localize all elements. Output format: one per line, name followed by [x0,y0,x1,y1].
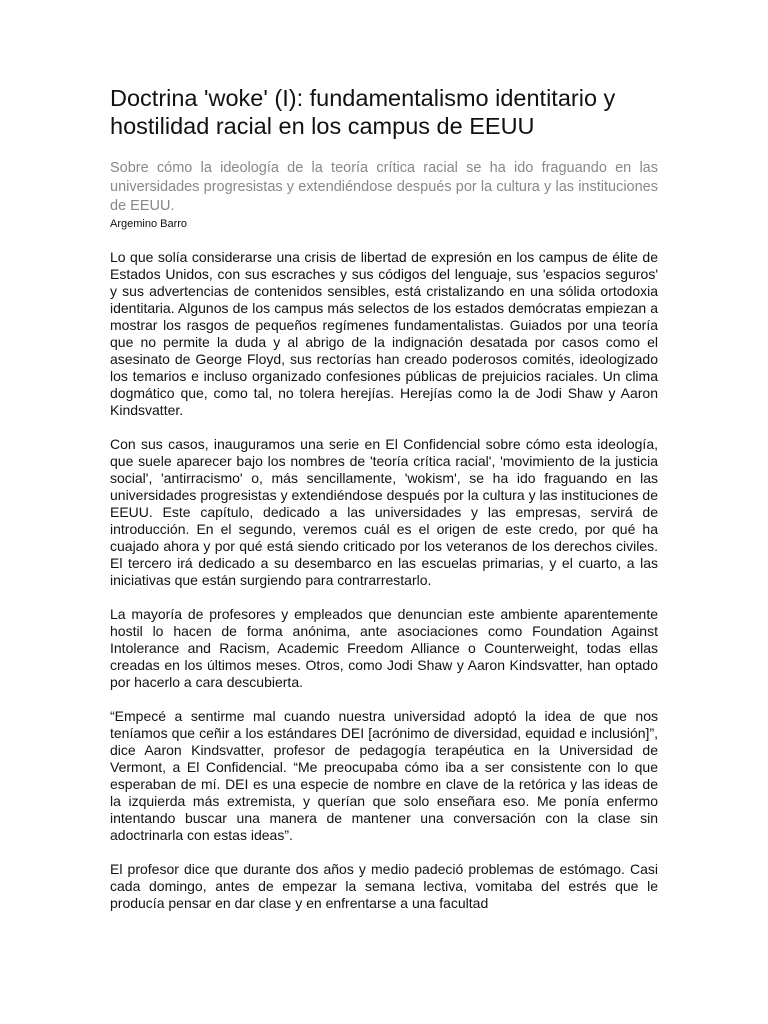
article-body [110,249,658,912]
paragraph-1: Lo que solía considerarse una crisis de libertad de expresión en los campus de élite de Estados Unidos, con sus escraches y sus códigos del lenguaje, sus 'espacios seguros' y sus advertencias de contenidos sensibles, está cristalizando en una sólida ortodoxia identitaria. Algunos de los campus más selectos de los estados demócratas empiezan a mostrar los rasgos de pequeños regímenes fundamentalistas. Guiados por una teoría que no permite la duda y al abrigo de la indignación desatada por casos como el asesinato de George Floyd, sus rectorías han creado poderosos comités, ideologizado los temarios e incluso organizado confesiones públicas de prejuicios raciales. Un clima dogmático que, como tal, no tolera herejías. Herejías como la de Jodi Shaw y Aaron Kindsvatter. [110,249,658,418]
paragraph-2: Con sus casos, inauguramos una serie en El Confidencial sobre cómo esta ideología, que suele aparecer bajo los nombres de 'teoría crítica racial', 'movimiento de la justicia social', 'antirracismo' o, más sencillamente, 'wokism', se ha ido fraguando en las universidades progresistas y extendiéndose después por la cultura y las instituciones de EEUU. Este capítulo, dedicado a las universidades y las empresas, servirá de introducción. En el segundo, veremos cuál es el origen de este credo, por qué ha cuajado ahora y por qué está siendo criticado por los veteranos de los derechos civiles. El tercero irá dedicado a su desembarco en las escuelas primarias, y el cuarto, a las iniciativas que están surgiendo para contrarrestarlo. [110,436,658,588]
paragraph-3: La mayoría de profesores y empleados que denuncian este ambiente aparentemente hostil lo hacen de forma anónima, ante asociaciones como Foundation Against Intolerance and Racism, Academic Freedom Alliance o Counterweight, todas ellas creadas en los últimos meses. Otros, como Jodi Shaw y Aaron Kindsvatter, han optado por hacerlo a cara descubierta. [110,606,658,690]
article-author: Argemino Barro [110,218,188,230]
paragraph-5: El profesor dice que durante dos años y medio padeció problemas de estómago. Casi cada domingo, antes de empezar la semana lectiva, vomitaba del estrés que le producía pensar en dar clase y en enfrentarse a una facultad [110,861,658,911]
paragraph-4: “Empecé a sentirme mal cuando nuestra universidad adoptó la idea de que nos teníamos que ceñir a los estándares DEI [acrónimo de diversidad, equidad e inclusión]”, dice Aaron Kindsvatter, profesor de pedagogía terapéutica en la Universidad de Vermont, a El Confidencial. “Me preocupaba cómo iba a ser consistente con lo que esperaban de mí. DEI es una especie de nombre en clave de la retórica y las ideas de la izquierda más extremista, y querían que solo enseñara eso. Me ponía enfermo intentando buscar una manera de mantener una conversación con la clase sin adoctrinarla con estas ideas”. [110,708,658,843]
article-title: Doctrina 'woke' (I): fundamentalismo identitario y hostilidad racial en los campus de EEUU [110,85,616,139]
article-subtitle: Sobre cómo la ideología de la teoría crítica racial se ha ido fraguando en las universidades progresistas y extendiéndose después por la cultura y las instituciones de EEUU. [110,160,658,214]
